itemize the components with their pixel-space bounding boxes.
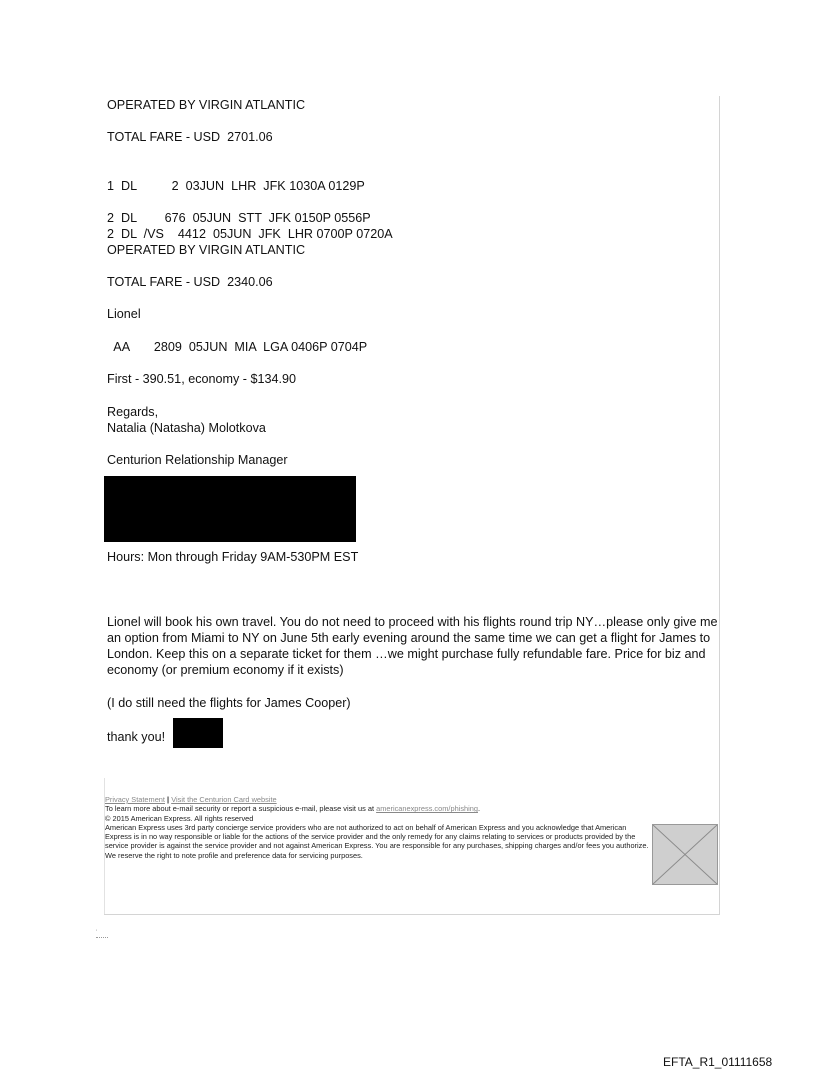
phishing-link[interactable]: americanexpress.com/phishing <box>376 804 478 814</box>
message-note: (I do still need the flights for James Cooper) <box>107 696 351 710</box>
document-id: EFTA_R1_01111658 <box>663 1055 773 1069</box>
disclaimer-text: American Express uses 3rd party concierge service providers who are not authorized to act on behalf of American Express and you acknowledge that American Express is in no way responsible or liable for the actions of the service provider and the only remedy for any claims relating to services or products provided by the service provider is against the service provider and not against American Express. You are responsible for any purchases, shipping charges and/or fees you authorize. We reserve the right to note profile and preference data for servicing purposes. <box>105 822 649 860</box>
flight-segment-2: 2 DL 676 05JUN STT JFK 0150P 0556P <box>107 211 371 225</box>
broken-image-placeholder-icon <box>652 824 718 885</box>
redaction-block-name <box>173 718 223 748</box>
closing-text: thank you! <box>107 730 166 744</box>
signature-title: Centurion Relationship Manager <box>107 453 288 467</box>
security-notice: To learn more about e-mail security or report a suspicious e-mail, please visit us at americanexpress.com/phishing. <box>105 804 481 814</box>
message-body: Lionel will book his own travel. You do not need to proceed with his flights round trip NY…please only give me an option from Miami to NY on June 5th early evening around the same time we can get a flight for James to London. Keep this on a separate ticket for them …we might purchase fully refundable fare. Price for biz and economy (or premium economy if it exists) <box>107 615 718 677</box>
total-fare-line-2: TOTAL FARE - USD 2340.06 <box>107 275 273 289</box>
hours-line: Hours: Mon through Friday 9AM-530PM EST <box>107 550 359 564</box>
link-separator: | <box>167 795 170 804</box>
copyright-text: © 2015 American Express. All rights reserved <box>105 813 254 823</box>
email-footer <box>105 795 650 860</box>
privacy-statement-link[interactable]: Privacy Statement <box>105 795 165 804</box>
flight-segment-1: 1 DL 2 03JUN LHR JFK 1030A 0129P <box>107 179 365 193</box>
centurion-website-link[interactable]: Visit the Centurion Card website <box>171 795 277 804</box>
operated-by-line-2: OPERATED BY VIRGIN ATLANTIC <box>107 243 306 257</box>
signature-name: Natalia (Natasha) Molotkova <box>107 421 266 435</box>
flight-segment-3: 2 DL /VS 4412 05JUN JFK LHR 0700P 0720A <box>107 227 393 241</box>
page-tick-mark: ' <box>96 931 108 938</box>
regards-line: Regards, <box>107 405 159 419</box>
redaction-block-contact <box>104 476 356 542</box>
total-fare-line: TOTAL FARE - USD 2701.06 <box>107 130 273 144</box>
passenger-name: Lionel <box>107 307 141 321</box>
fare-prices: First - 390.51, economy - $134.90 <box>107 372 297 386</box>
placeholder-cross-icon <box>653 825 717 884</box>
flight-segment-aa: AA 2809 05JUN MIA LGA 0406P 0704P <box>107 340 368 354</box>
footer-links <box>105 795 650 804</box>
operated-by-line: OPERATED BY VIRGIN ATLANTIC <box>107 98 306 112</box>
